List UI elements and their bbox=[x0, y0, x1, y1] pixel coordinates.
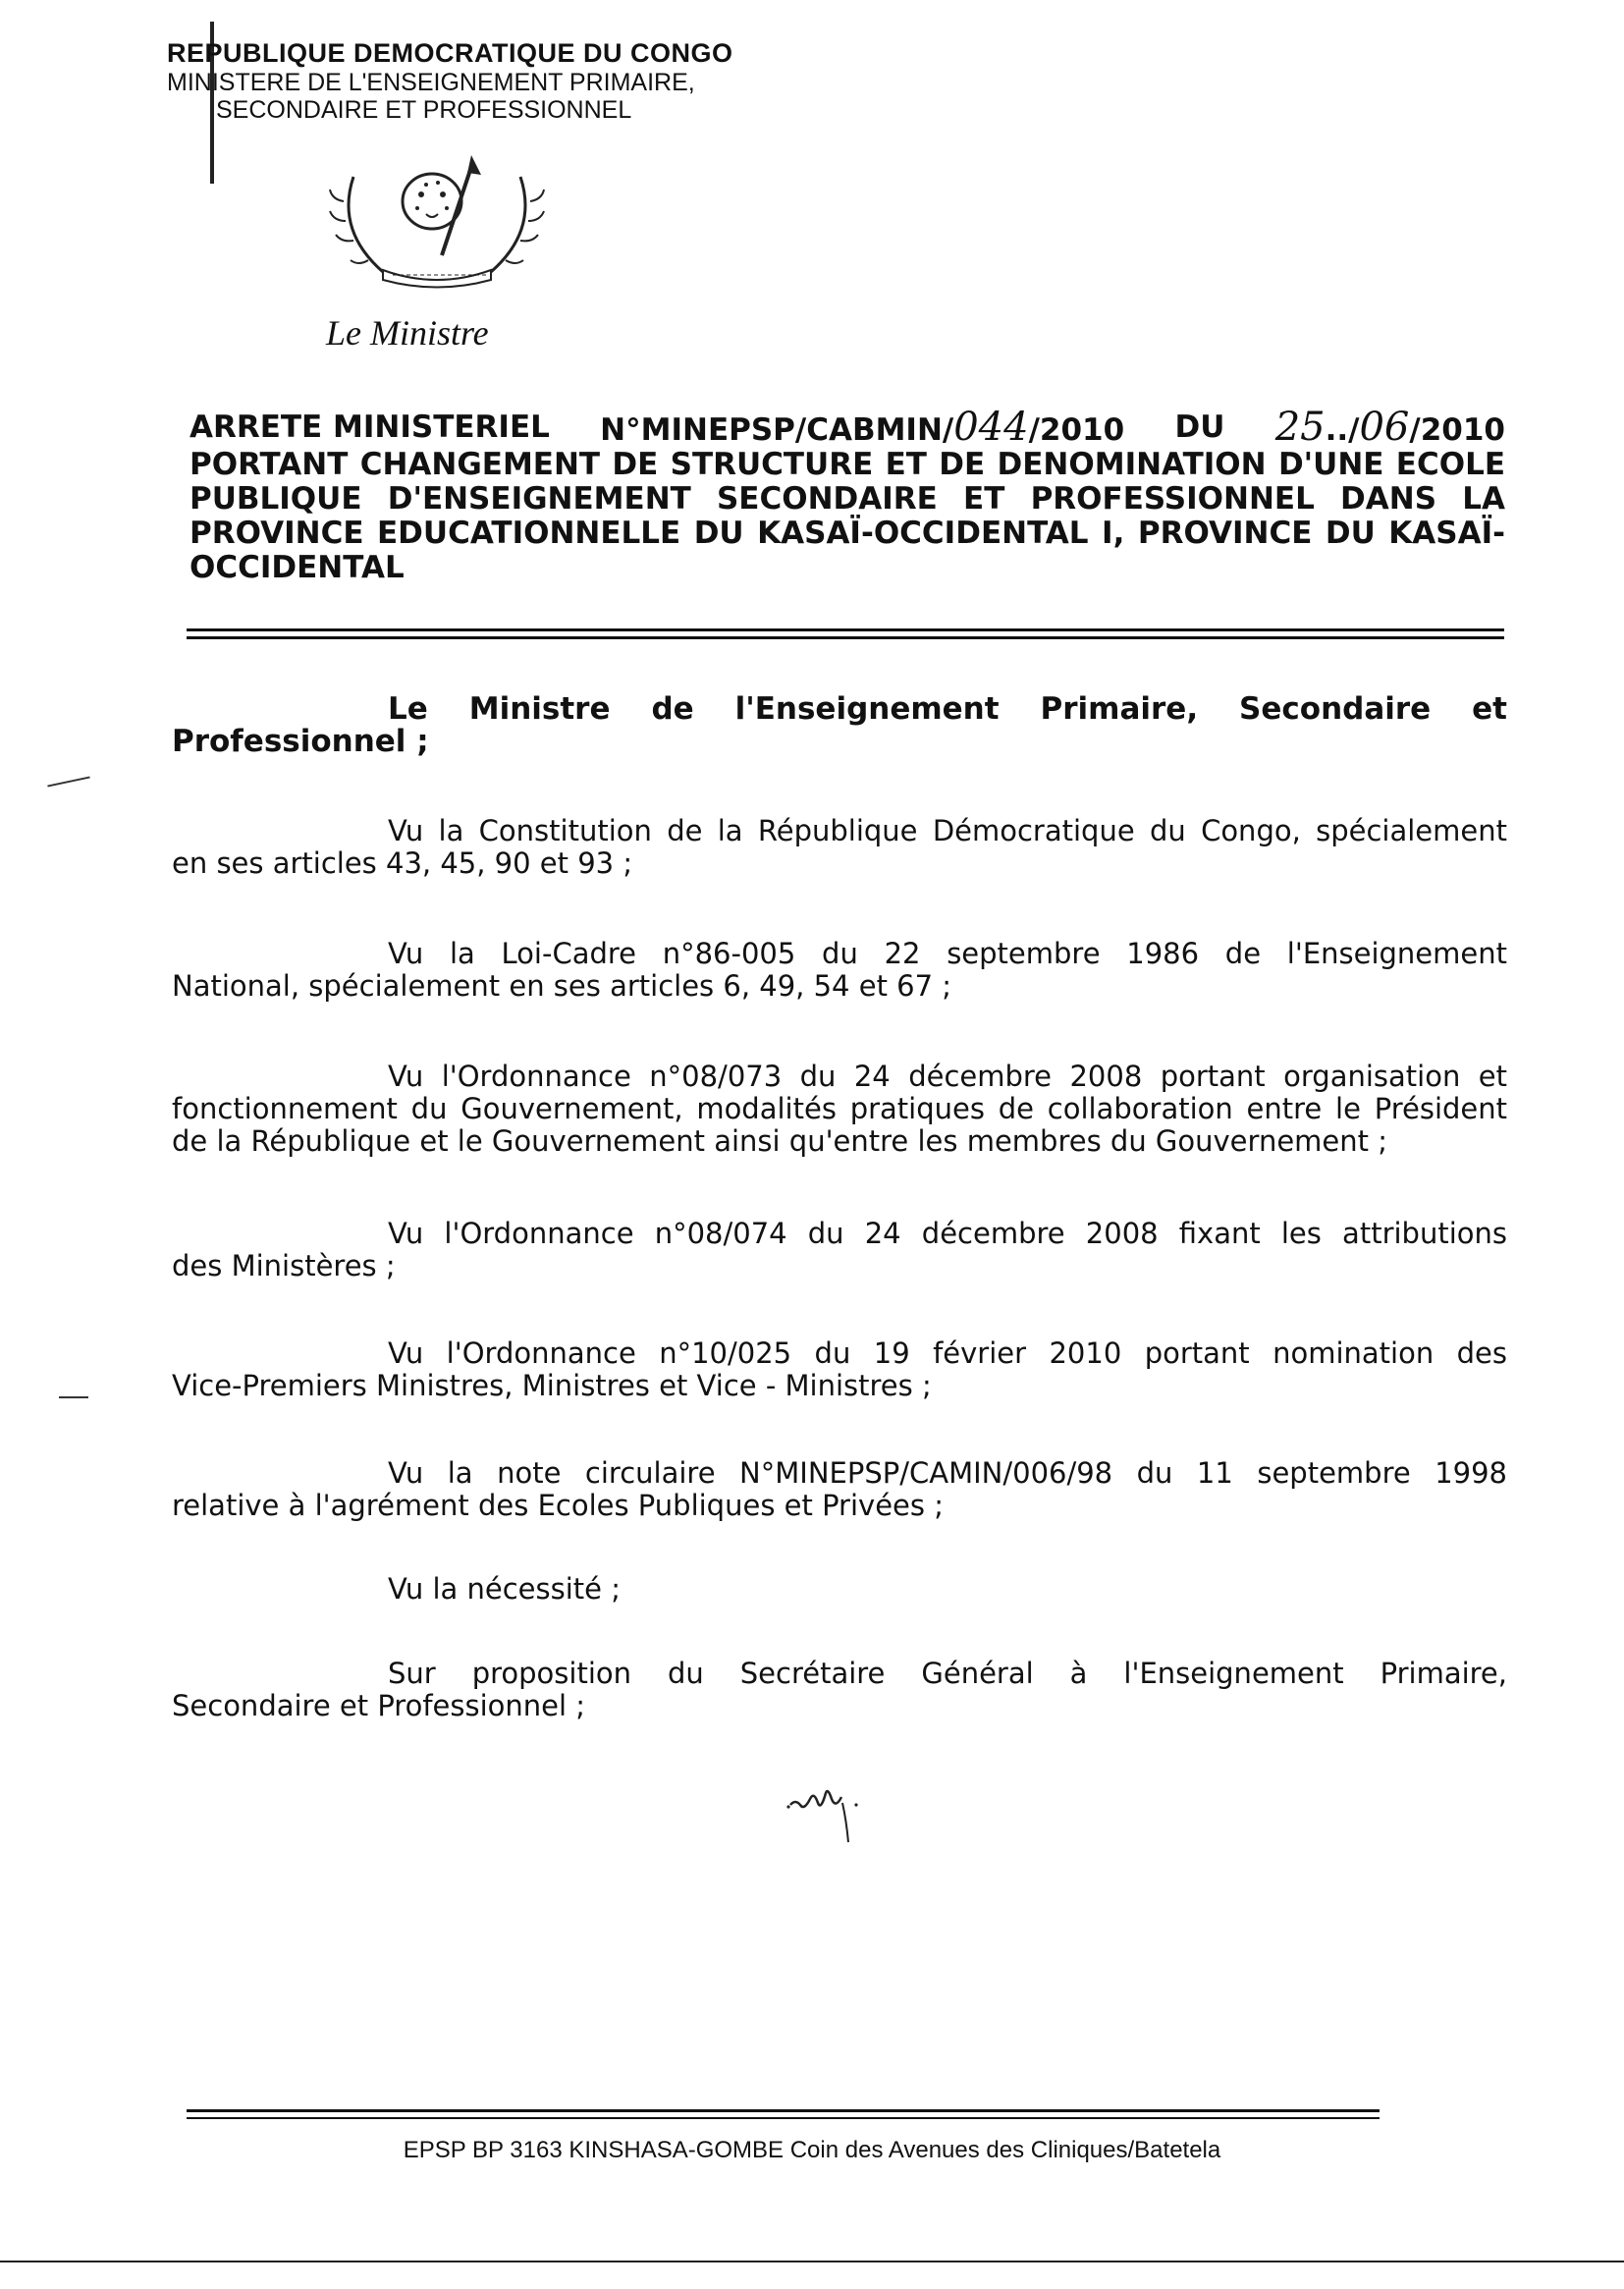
paragraph-ordonnance-074-line-2: des Ministères ; bbox=[172, 1249, 396, 1282]
paragraph-note-circulaire-line-2: relative à l'agrément des Ecoles Publiques et Privées ; bbox=[172, 1489, 944, 1522]
paragraph-constitution-line-1: Vu la Constitution de la République Démocratique du Congo, spécialement bbox=[388, 814, 1507, 847]
decree-heading bbox=[189, 405, 1505, 585]
paragraph-ordonnance-073 bbox=[172, 1061, 1507, 1158]
paragraph-ordonnance-025-line-2: Vice-Premiers Ministres, Ministres et Vice - Ministres ; bbox=[172, 1369, 932, 1402]
paragraph-loi-cadre bbox=[172, 938, 1507, 1003]
decree-number-line bbox=[189, 405, 1505, 450]
minister-line-2: Professionnel ; bbox=[172, 724, 429, 759]
decree-number-handwritten: 044 bbox=[953, 405, 1029, 450]
paragraph-ordonnance-074-line-1: Vu l'Ordonnance n°08/074 du 24 décembre 2008 fixant les attributions bbox=[388, 1217, 1507, 1250]
decree-prefix: ARRETE MINISTERIEL bbox=[189, 409, 550, 445]
letterhead-ministry: MINISTERE DE L'ENSEIGNEMENT PRIMAIRE, bbox=[167, 69, 695, 96]
decree-number-year: /2010 bbox=[1028, 412, 1125, 448]
paragraph-loi-cadre-line-1: Vu la Loi-Cadre n°86-005 du 22 septembre 1986 de l'Enseignement bbox=[388, 937, 1507, 970]
paragraph-ordonnance-025-line-1: Vu l'Ordonnance n°10/025 du 19 février 2010 portant nomination des bbox=[388, 1336, 1507, 1370]
minister-paragraph bbox=[172, 693, 1507, 758]
decree-subject-line-1: PORTANT CHANGEMENT DE STRUCTURE ET DE DENOMINATION D'UNE ECOLE bbox=[189, 447, 1505, 482]
minister-line-1: Le Ministre de l'Enseignement Primaire, Secondaire et bbox=[388, 691, 1507, 727]
paragraph-ordonnance-073-line-3: de la République et le Gouvernement ainsi qu'entre les membres du Gouvernement ; bbox=[172, 1124, 1387, 1158]
letterhead-country: REPUBLIQUE DEMOCRATIQUE DU CONGO bbox=[167, 38, 733, 68]
paragraph-proposition-line-1: Sur proposition du Secrétaire Général à l'Enseignement Primaire, bbox=[388, 1657, 1507, 1690]
paragraph-note-circulaire-line-1: Vu la note circulaire N°MINEPSP/CAMIN/006/98 du 11 septembre 1998 bbox=[388, 1456, 1507, 1490]
margin-scan-mark bbox=[59, 1396, 88, 1398]
paragraph-loi-cadre-line-2: National, spécialement en ses articles 6, 49, 54 et 67 ; bbox=[172, 969, 952, 1003]
coat-of-arms-icon bbox=[324, 147, 550, 295]
decree-subject-line-4: OCCIDENTAL bbox=[189, 550, 405, 585]
paragraph-constitution bbox=[172, 815, 1507, 880]
decree-number bbox=[600, 405, 1125, 450]
decree-du: DU bbox=[1174, 409, 1225, 445]
minister-title: Le Ministre bbox=[326, 313, 489, 353]
footer-address: EPSP BP 3163 KINSHASA-GOMBE Coin des Avenues des Cliniques/Batetela bbox=[403, 2137, 1221, 2163]
paragraph-proposition-line-2: Secondaire et Professionnel ; bbox=[172, 1689, 586, 1722]
margin-scan-mark bbox=[47, 776, 89, 787]
paragraph-proposition bbox=[172, 1658, 1507, 1722]
decree-date-year: /2010 bbox=[1409, 412, 1505, 448]
heading-separator bbox=[187, 628, 1504, 639]
paragraph-ordonnance-074 bbox=[172, 1218, 1507, 1282]
paragraph-necessite bbox=[172, 1573, 1507, 1606]
decree-date-day: 25 bbox=[1274, 405, 1326, 450]
paragraph-ordonnance-073-line-1: Vu l'Ordonnance n°08/073 du 24 décembre 2008 portant organisation et bbox=[388, 1060, 1507, 1093]
decree-date-month: 06 bbox=[1359, 405, 1410, 450]
letterhead-ministry-cont: SECONDAIRE ET PROFESSIONNEL bbox=[216, 96, 632, 124]
paragraph-constitution-line-2: en ses articles 43, 45, 90 et 93 ; bbox=[172, 846, 633, 880]
handwritten-initials-signature bbox=[785, 1775, 874, 1854]
paragraph-ordonnance-025 bbox=[172, 1337, 1507, 1402]
page-edge-line bbox=[0, 2261, 1624, 2262]
paragraph-necessite-line: Vu la nécessité ; bbox=[388, 1572, 621, 1606]
footer-separator bbox=[187, 2109, 1380, 2119]
paragraph-note-circulaire bbox=[172, 1457, 1507, 1522]
decree-date-sep: ../ bbox=[1325, 412, 1360, 448]
letterhead bbox=[167, 37, 733, 124]
decree-subject-line-2: PUBLIQUE D'ENSEIGNEMENT SECONDAIRE ET PROFESSIONNEL DANS LA bbox=[189, 481, 1505, 517]
decree-subject-line-3: PROVINCE EDUCATIONNELLE DU KASAÏ-OCCIDENTAL I, PROVINCE DU KASAÏ- bbox=[189, 516, 1505, 551]
decree-number-left: N°MINEPSP/CABMIN/ bbox=[600, 412, 954, 448]
decree-date bbox=[1274, 405, 1505, 450]
paragraph-ordonnance-073-line-2: fonctionnement du Gouvernement, modalités pratiques de collaboration entre le Président bbox=[172, 1092, 1507, 1125]
